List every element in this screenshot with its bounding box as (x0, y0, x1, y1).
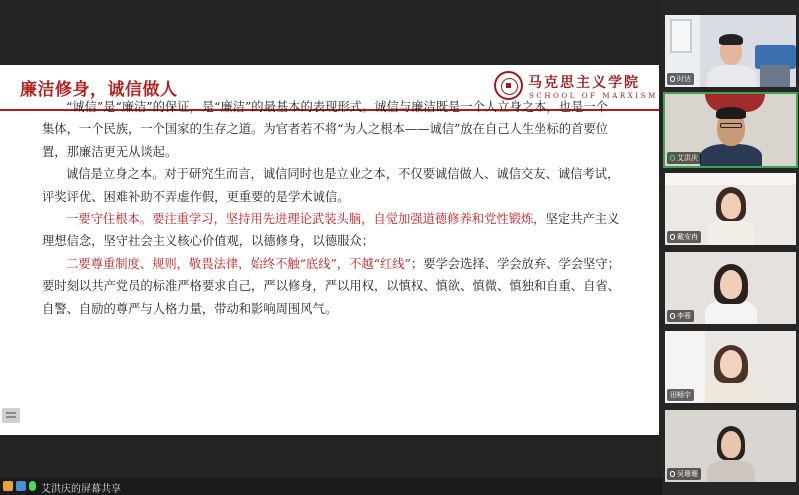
text-run: 坚定共产主义理想信念，坚守社会主义核心价值观，以德修身，以德服众； (42, 212, 620, 249)
mic-icon (670, 313, 675, 319)
mic-icon (29, 481, 36, 491)
text-run: ；要学会选择、学会放弃、学会坚守；要时刻以共产党员的标准严格要求自己，严以修身，严以用权，以慎权、慎欲、慎微、慎独和自重、自省、自警、自励的尊严与人格力量，带动和影响周围风气。 (42, 256, 620, 316)
participant-tile[interactable] (665, 173, 796, 245)
mic-icon (670, 234, 675, 240)
school-logo-text: 马克思主义学院 (528, 75, 640, 91)
participant-name: 田畅宇 (667, 389, 694, 401)
participant-tile[interactable] (665, 410, 796, 482)
text-run: “诚信”是“廉洁”的保证，是“廉洁”的最基本的表现形式。诚信与廉洁既是一个人立身之本，也是一个集体，一个民族，一个国家的生存之道。为官者若不将“为人之根本——诚信”放在自己人生坐标的首要位置，那廉洁更无从谈起。 (42, 100, 608, 159)
share-status-text: 艾洪庆的屏幕共享 (41, 484, 121, 495)
text-run-red: 二要尊重制度、规则，敬畏法律，始终不触“底线”，不越“红线” (66, 256, 411, 271)
share-status-bar (0, 478, 662, 495)
user-avatar-icon (3, 481, 13, 491)
participant-tile[interactable] (665, 331, 796, 403)
participant-name: 吴珊珊 (667, 468, 701, 480)
text-run: 诚信是立身之本。对于研究生而言，诚信同时也是立业之本，不仅要诚信做人、诚信交友、诚信考试，评奖评优、困难补助不弄虚作假，更重要的是学术诚信。 (42, 167, 620, 204)
participant-gallery (662, 0, 799, 495)
participant-name: 戴安冉 (667, 231, 701, 243)
slide-title: 廉洁修身，诚信做人 (20, 80, 178, 100)
mic-icon (670, 471, 675, 477)
paragraph (42, 96, 620, 163)
participant-tile-active-speaker[interactable] (665, 94, 796, 166)
mic-active-icon (670, 155, 675, 161)
participant-tile[interactable] (665, 252, 796, 324)
participant-tile[interactable] (665, 15, 796, 87)
participant-name: 时达 (667, 73, 694, 85)
school-logo-subtitle: SCHOOL OF MARXISM (529, 92, 658, 100)
slide-body (42, 96, 620, 320)
participant-name: 艾洪庆 (667, 152, 701, 164)
paragraph (42, 208, 620, 253)
paragraph (42, 253, 620, 320)
participant-name: 李蓉 (667, 310, 694, 322)
collapse-panel-handle[interactable] (2, 408, 20, 423)
screen-share-icon (16, 481, 26, 491)
mic-icon (670, 76, 675, 82)
text-run-red: 一要守住根本。要注重学习，坚持用先进理论武装头脑，自觉加强道德修养和党性锻炼， (66, 212, 546, 227)
paragraph (42, 163, 620, 208)
